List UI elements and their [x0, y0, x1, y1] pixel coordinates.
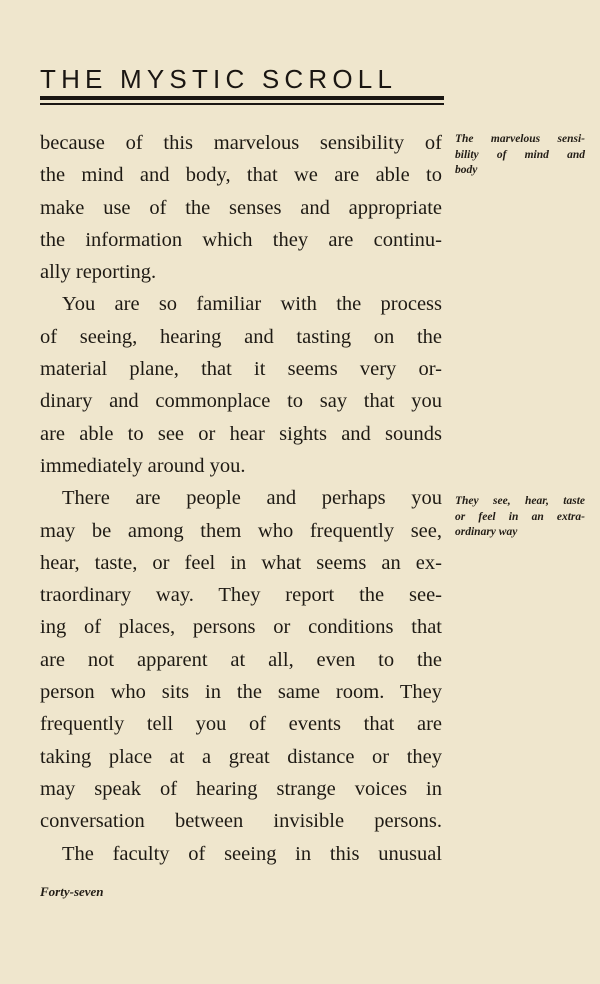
text-line: of seeing, hearing and tasting on the — [40, 325, 442, 348]
text-line: taking place at a great distance or they — [40, 745, 442, 768]
running-head-title: THE MYSTIC SCROLL — [40, 64, 398, 94]
text-line: hear, taste, or feel in what seems an ex- — [40, 551, 442, 574]
margin-note — [455, 494, 585, 541]
text-line: There are people and perhaps you — [62, 487, 442, 510]
text-line: the information which they are continu- — [40, 228, 442, 251]
margin-note-line: bility of mind and — [455, 148, 585, 161]
text-line: The faculty of seeing in this unusual — [62, 842, 442, 865]
margin-note — [455, 132, 585, 179]
header-rule-thin — [40, 103, 444, 105]
text-line: are able to see or hear sights and sounds — [40, 422, 442, 445]
margin-note-line: The marvelous sensi- — [455, 133, 585, 145]
body-text — [40, 127, 442, 870]
text-line: conversation between invisible persons. — [40, 810, 442, 833]
text-line: are not apparent at all, even to the — [40, 648, 442, 671]
text-line: material plane, that it seems very or- — [40, 358, 442, 381]
margin-note-line: ordinary way — [455, 526, 518, 538]
text-line: may be among them who frequently see, — [40, 519, 442, 542]
text-line: ing of places, persons or conditions that — [40, 616, 442, 639]
page-number: Forty-seven — [40, 884, 104, 899]
text-line: immediately around you. — [40, 454, 246, 477]
text-line: traordinary way. They report the see- — [40, 584, 442, 607]
header-rule-thick — [40, 96, 444, 100]
margin-note-line: They see, hear, taste — [455, 495, 585, 507]
text-line: dinary and commonplace to say that you — [40, 390, 442, 413]
text-line: ally reporting. — [40, 261, 157, 284]
text-line: person who sits in the same room. They — [40, 681, 442, 704]
margin-note-line: or feel in an extra- — [455, 510, 585, 523]
text-line: make use of the senses and appropriate — [40, 196, 442, 219]
text-line: frequently tell you of events that are — [40, 713, 442, 736]
text-line: You are so familiar with the process — [62, 293, 442, 316]
text-line: may speak of hearing strange voices in — [40, 777, 442, 800]
text-line: because of this marvelous sensibility of — [40, 132, 442, 154]
margin-note-line: body — [455, 164, 478, 176]
text-line: the mind and body, that we are able to — [40, 164, 442, 187]
